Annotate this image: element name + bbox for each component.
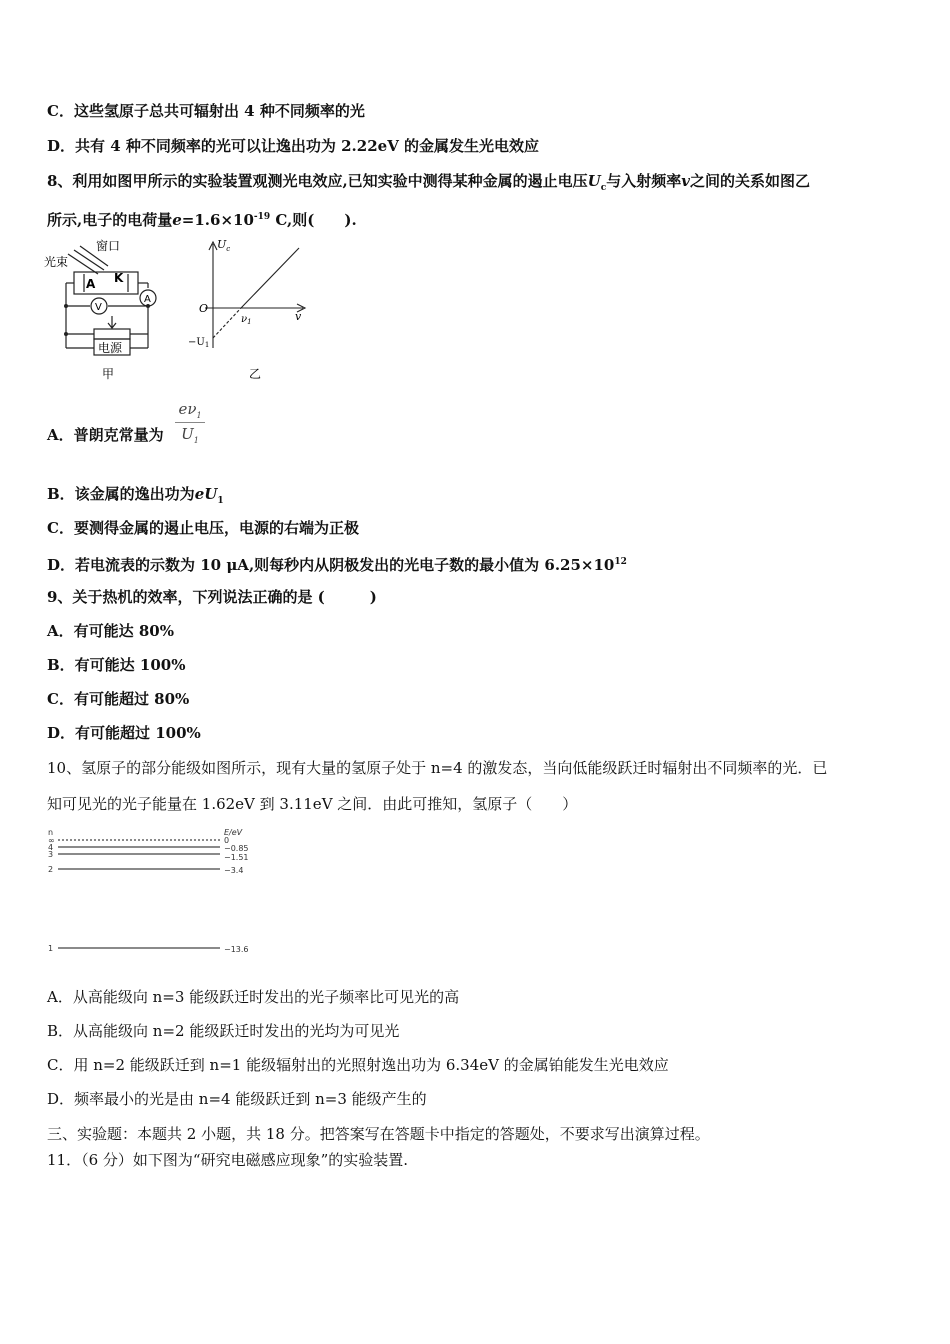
diagram-n-header: n [48, 828, 54, 837]
label-source: 电源 [98, 341, 123, 355]
beam-line-3 [68, 254, 98, 274]
q9-stem: 9、关于热机的效率，下列说法正确的是 ( ) [47, 588, 377, 606]
energy-level-diagram [44, 828, 264, 958]
q10-stem-line2: 知可见光的光子能量在 1.62eV 到 3.11eV 之间．由此可推知，氢原子（ ） [47, 795, 578, 813]
level-2-n: 2 [48, 865, 54, 874]
q8-stem-line2 [47, 207, 357, 230]
label-window: 窗口 [96, 239, 121, 253]
graph-x-label: v [295, 310, 302, 323]
q7-option-d: D．共有 4 种不同频率的光可以让逸出功为 2.22eV 的金属发生光电效应 [47, 137, 540, 155]
level-1-e: −13.6 [224, 945, 249, 954]
q9-option-d: D．有可能超过 100% [47, 724, 201, 742]
q8-option-a: A．普朗克常量为 [47, 426, 164, 444]
diagram-e-header: E/eV [224, 828, 243, 837]
graph-origin: O [199, 302, 209, 315]
q10-option-a: A．从高能级向 n=3 能级跃迁时发出的光子频率比可见光的高 [47, 988, 460, 1006]
q8-stem-e: e [172, 211, 182, 229]
q9-option-a: A．有可能达 80% [47, 622, 174, 640]
graph-y-label: $U_c$ [217, 238, 231, 253]
graph-nu1: $\nu_1$ [241, 314, 252, 326]
q10-option-b: B．从高能级向 n=2 能级跃迁时发出的光均为可见光 [47, 1022, 400, 1040]
graph-line-dashed [213, 308, 241, 338]
level-4-e: −0.85 [224, 844, 249, 853]
label-cathode: K [114, 271, 124, 285]
caption-yi: 乙 [249, 367, 262, 381]
level-inf-e: 0 [224, 836, 230, 845]
label-ammeter: A [144, 294, 151, 305]
q8-stem-v: v [681, 172, 690, 190]
level-inf-n: ∞ [48, 836, 55, 845]
graph-neg-u1: $-U_1$ [188, 337, 210, 349]
level-4-n: 4 [48, 843, 54, 852]
fraction-numerator: $e\nu_1$ [175, 400, 205, 423]
rheostat [94, 329, 130, 339]
q8-stem-text-c: 之间的关系如图乙 [689, 172, 810, 190]
q8-option-c: C．要测得金属的遏止电压，电源的右端为正极 [47, 519, 359, 537]
label-voltmeter: V [95, 302, 102, 313]
q8-option-b: B．该金属的逸出功为$eU_1$ [47, 485, 224, 506]
q8-stem-uc-sub: c [600, 183, 607, 193]
q8-stem-text-a: 8、利用如图甲所示的实验装置观测光电效应,已知实验中测得某种金属的遏止电压 [47, 172, 588, 190]
q9-option-c: C．有可能超过 80% [47, 690, 190, 708]
figure-jia-apparatus [44, 236, 174, 386]
level-1-n: 1 [48, 944, 54, 953]
label-anode: A [86, 277, 96, 291]
q8-stem-text-d: 所示,电子的电荷量 [47, 211, 173, 229]
q8-option-d: D．若电流表的示数为 10 μA,则每秒内从阴极发出的光电子数的最小值为 $6.25\times 10^{12}$ [47, 556, 627, 574]
section3-heading: 三、实验题：本题共 2 小题，共 18 分。把答案写在答题卡中指定的答题处，不要求写出演算过程。 [47, 1125, 710, 1143]
q8-stem-text-e: =1.6×10 [181, 211, 254, 229]
q11-stem: 11．（6 分）如下图为“研究电磁感应现象”的实验装置. [47, 1151, 409, 1169]
figure-yi-graph [185, 236, 310, 386]
label-beam: 光束 [44, 255, 69, 269]
q8-stem-uc: U [587, 172, 601, 190]
q7-option-c: C．这些氢原子总共可辐射出 4 种不同频率的光 [47, 102, 365, 120]
q10-stem-line1: 10、氢原子的部分能级如图所示，现有大量的氢原子处于 n=4 的激发态，当向低能级跃迁时辐射出不同频率的光．已 [47, 759, 828, 777]
q8-option-a-fraction [175, 400, 205, 445]
level-2-e: −3.4 [224, 866, 244, 875]
q10-option-c: C．用 n=2 能级跃迁到 n=1 能级辐射出的光照射逸出功为 6.34eV 的金属铂能发生光电效应 [47, 1056, 669, 1074]
q8-stem-text-f: C,则( ). [270, 211, 357, 229]
level-3-e: −1.51 [224, 853, 249, 862]
q10-option-d: D．频率最小的光是由 n=4 能级跃迁到 n=3 能级产生的 [47, 1090, 427, 1108]
q8-stem-text-b: 与入射频率 [606, 172, 682, 190]
q8-stem-exp: -19 [253, 212, 271, 222]
fraction-denominator: $U_1$ [181, 425, 199, 445]
graph-line-solid [241, 248, 299, 308]
q9-option-b: B．有可能达 100% [47, 656, 186, 674]
caption-jia: 甲 [102, 367, 115, 381]
level-3-n: 3 [48, 850, 54, 859]
q8-stem-line1 [47, 171, 810, 198]
